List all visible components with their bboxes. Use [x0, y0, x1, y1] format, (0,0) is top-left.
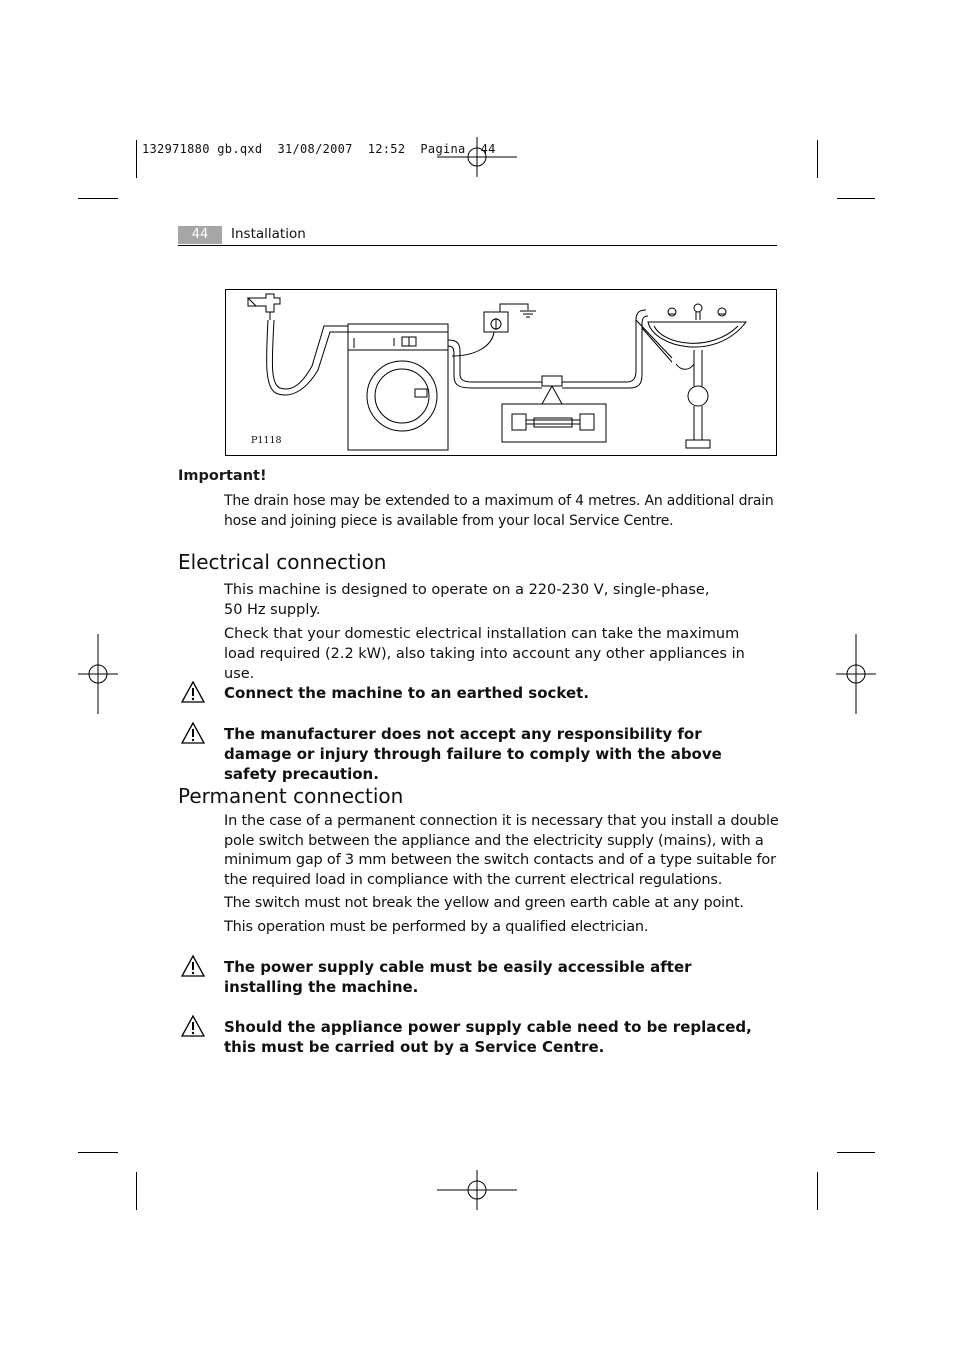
print-slug: 132971880 gb.qxd 31/08/2007 12:52 Pagina 44 [142, 142, 496, 156]
registration-mark-icon [437, 1170, 517, 1210]
electrical-warning-2: The manufacturer does not accept any responsibility for damage or injury through failure to comply with the above safety precaution. [224, 725, 722, 783]
warning-triangle-icon [180, 954, 206, 978]
permanent-para1: In the case of a permanent connection it is necessary that you install a double pole switch between the appliance and the electricity supply (mains), with a minimum gap of 3 mm between the switch contacts and of a type suitable for the required load in compliance with the current electrical regulations. [224, 813, 779, 888]
warning-triangle-icon [180, 1014, 206, 1038]
permanent-para2: The switch must not break the yellow and green earth cable at any point. [224, 895, 744, 911]
important-text: The drain hose may be extended to a maximum of 4 metres. An additional drain hose and joining piece is available from your local Service Centre. [224, 493, 774, 529]
permanent-warning-2: Should the appliance power supply cable need to be replaced, this must be carried out by a Service Centre. [224, 1018, 752, 1056]
crop-mark [817, 1172, 818, 1210]
warning-triangle-icon [180, 680, 206, 704]
permanent-para3: This operation must be performed by a qualified electrician. [224, 919, 649, 935]
figure-caption: P1118 [251, 435, 282, 446]
registration-mark-icon [78, 634, 118, 714]
header-rule [178, 245, 777, 246]
installation-figure [225, 289, 777, 456]
permanent-heading: Permanent connection [178, 784, 404, 808]
crop-mark [78, 198, 118, 199]
crop-mark [78, 1152, 118, 1153]
crop-mark [837, 198, 875, 199]
electrical-para1-line2: 50 Hz supply. [224, 602, 321, 618]
registration-mark-icon [836, 634, 876, 714]
electrical-heading: Electrical connection [178, 550, 387, 574]
crop-mark [136, 140, 137, 178]
crop-mark [817, 140, 818, 178]
installation-diagram [226, 290, 776, 455]
electrical-para2: Check that your domestic electrical installation can take the maximum load required (2.2 kW), also taking into account any other appliances in use. [224, 626, 745, 682]
page-number: 44 [178, 226, 222, 244]
crop-mark [136, 1172, 137, 1210]
warning-triangle-icon [180, 721, 206, 745]
crop-mark [837, 1152, 875, 1153]
electrical-warning-1: Connect the machine to an earthed socket. [224, 684, 590, 702]
section-title: Installation [231, 226, 306, 242]
important-heading: Important! [178, 468, 267, 484]
permanent-warning-1: The power supply cable must be easily accessible after installing the machine. [224, 958, 692, 996]
electrical-para1-line1: This machine is designed to operate on a 220-230 V, single-phase, [224, 582, 710, 598]
